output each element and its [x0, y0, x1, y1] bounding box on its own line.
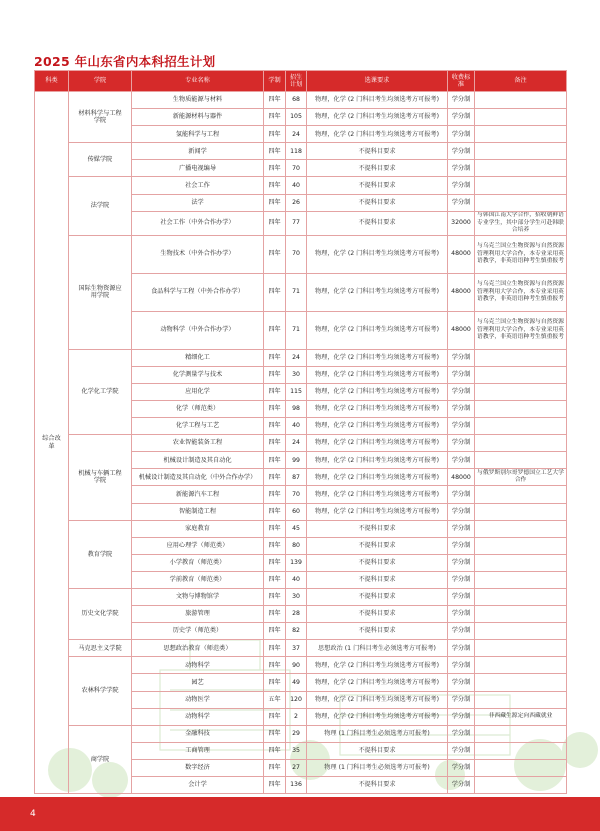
duration-cell: 四年 [264, 759, 286, 776]
major-cell: 新闻学 [132, 143, 264, 160]
requirement-cell: 物理，化学 (2 门科目考生均须选考方可报考) [307, 435, 448, 452]
major-cell: 会计学 [132, 777, 264, 794]
requirement-cell: 不提科目要求 [307, 537, 448, 554]
duration-cell: 四年 [264, 452, 286, 469]
requirement-cell: 物理，化学 (2 门科目考生均须选考方可报考) [307, 674, 448, 691]
note-cell [475, 657, 567, 674]
note-cell [475, 435, 567, 452]
major-cell: 生物质能源与材料 [132, 92, 264, 109]
requirement-cell: 物理，化学 (2 门科目考生均须选考方可报考) [307, 349, 448, 366]
duration-cell: 四年 [264, 725, 286, 742]
requirement-cell: 物理，化学 (2 门科目考生均须选考方可报考) [307, 503, 448, 520]
header-plan: 招生计划 [286, 71, 307, 92]
duration-cell: 四年 [264, 109, 286, 126]
major-cell: 思想政治教育（师范类） [132, 640, 264, 657]
major-cell: 家庭教育 [132, 520, 264, 537]
note-cell [475, 777, 567, 794]
requirement-cell: 不提科目要求 [307, 777, 448, 794]
note-cell [475, 588, 567, 605]
note-cell [475, 759, 567, 776]
note-cell [475, 366, 567, 383]
fee-cell: 学分制 [448, 777, 475, 794]
header-category: 科类 [35, 71, 69, 92]
fee-cell: 学分制 [448, 725, 475, 742]
plan-cell: 35 [286, 742, 307, 759]
note-cell [475, 143, 567, 160]
requirement-cell: 物理，化学 (2 门科目考生均须选考方可报考) [307, 235, 448, 273]
enrollment-plan-table [34, 70, 567, 794]
category-cell: 综合改革 [35, 92, 69, 794]
college-cell: 法学院 [69, 177, 132, 235]
requirement-cell: 物理，化学 (2 门科目考生均须选考方可报考) [307, 469, 448, 486]
table-row [35, 92, 567, 109]
note-cell [475, 126, 567, 143]
requirement-cell: 物理，化学 (2 门科目考生均须选考方可报考) [307, 92, 448, 109]
fee-cell: 48000 [448, 469, 475, 486]
duration-cell: 四年 [264, 606, 286, 623]
fee-cell: 学分制 [448, 606, 475, 623]
note-cell [475, 452, 567, 469]
duration-cell: 四年 [264, 143, 286, 160]
college-cell: 商学院 [69, 725, 132, 793]
plan-cell: 30 [286, 588, 307, 605]
plan-cell: 99 [286, 452, 307, 469]
plan-cell: 24 [286, 435, 307, 452]
duration-cell: 四年 [264, 366, 286, 383]
college-cell: 材料科学与工程学院 [69, 92, 132, 143]
fee-cell: 学分制 [448, 708, 475, 725]
duration-cell: 四年 [264, 571, 286, 588]
fee-cell: 32000 [448, 211, 475, 235]
plan-cell: 40 [286, 177, 307, 194]
note-cell: 与乌克兰国立生物资源与自然资源管理利用大学合作，本专业采用英语教学，非英语语种考生慎重报考 [475, 273, 567, 311]
major-cell: 应用化学 [132, 383, 264, 400]
fee-cell: 学分制 [448, 520, 475, 537]
requirement-cell: 思想政治 (1 门科目考生必须选考方可报考) [307, 640, 448, 657]
requirement-cell: 不提科目要求 [307, 211, 448, 235]
note-cell [475, 486, 567, 503]
plan-cell: 87 [286, 469, 307, 486]
header-requirement: 选课要求 [307, 71, 448, 92]
major-cell: 机械设计制造及其自动化 [132, 452, 264, 469]
requirement-cell: 物理，化学 (2 门科目考生均须选考方可报考) [307, 691, 448, 708]
plan-cell: 24 [286, 349, 307, 366]
plan-cell: 49 [286, 674, 307, 691]
major-cell: 小学教育（师范类） [132, 554, 264, 571]
plan-cell: 40 [286, 418, 307, 435]
fee-cell: 学分制 [448, 640, 475, 657]
major-cell: 生物技术（中外合作办学） [132, 235, 264, 273]
requirement-cell: 物理，化学 (2 门科目考生均须选考方可报考) [307, 311, 448, 349]
fee-cell: 学分制 [448, 418, 475, 435]
requirement-cell: 不提科目要求 [307, 623, 448, 640]
duration-cell: 四年 [264, 623, 286, 640]
fee-cell: 学分制 [448, 657, 475, 674]
note-cell [475, 194, 567, 211]
requirement-cell: 不提科目要求 [307, 177, 448, 194]
requirement-cell: 物理，化学 (2 门科目考生均须选考方可报考) [307, 418, 448, 435]
note-cell: 与乌克兰国立生物资源与自然资源管理利用大学合作，本专业采用英语教学，非英语语种考生慎重报考 [475, 311, 567, 349]
college-cell: 教育学院 [69, 520, 132, 588]
duration-cell: 四年 [264, 674, 286, 691]
major-cell: 化学工程与工艺 [132, 418, 264, 435]
college-cell: 马克思主义学院 [69, 640, 132, 657]
fee-cell: 学分制 [448, 435, 475, 452]
fee-cell: 学分制 [448, 366, 475, 383]
plan-cell: 2 [286, 708, 307, 725]
major-cell: 动物科学（中外合作办学） [132, 311, 264, 349]
fee-cell: 学分制 [448, 92, 475, 109]
duration-cell: 四年 [264, 235, 286, 273]
plan-cell: 27 [286, 759, 307, 776]
duration-cell: 四年 [264, 126, 286, 143]
major-cell: 社会工作（中外合作办学） [132, 211, 264, 235]
major-cell: 农业智能装备工程 [132, 435, 264, 452]
fee-cell: 学分制 [448, 571, 475, 588]
requirement-cell: 物理 (1 门科目考生必须选考方可报考) [307, 725, 448, 742]
plan-cell: 82 [286, 623, 307, 640]
plan-cell: 30 [286, 366, 307, 383]
header-college: 学院 [69, 71, 132, 92]
header-note: 备注 [475, 71, 567, 92]
plan-cell: 139 [286, 554, 307, 571]
requirement-cell: 物理 (1 门科目考生必须选考方可报考) [307, 759, 448, 776]
duration-cell: 四年 [264, 194, 286, 211]
duration-cell: 四年 [264, 177, 286, 194]
duration-cell: 四年 [264, 435, 286, 452]
duration-cell: 四年 [264, 469, 286, 486]
major-cell: 学前教育（师范类） [132, 571, 264, 588]
note-cell: 与俄罗斯别尔哥罗德国立工艺大学合作 [475, 469, 567, 486]
plan-cell: 26 [286, 194, 307, 211]
note-cell [475, 383, 567, 400]
table-row [35, 725, 567, 742]
note-cell [475, 537, 567, 554]
duration-cell: 四年 [264, 640, 286, 657]
major-cell: 新能源汽车工程 [132, 486, 264, 503]
note-cell: 与韩国江南大学合作，招收朝鲜语专业学生，其中部分学生可赴韩联合培养 [475, 211, 567, 235]
major-cell: 精细化工 [132, 349, 264, 366]
plan-cell: 24 [286, 126, 307, 143]
note-cell [475, 640, 567, 657]
college-cell: 农林科学学院 [69, 657, 132, 725]
plan-cell: 70 [286, 486, 307, 503]
major-cell: 化学（师范类） [132, 400, 264, 417]
duration-cell: 四年 [264, 503, 286, 520]
note-cell [475, 725, 567, 742]
header-duration: 学制 [264, 71, 286, 92]
plan-cell: 29 [286, 725, 307, 742]
duration-cell: 四年 [264, 777, 286, 794]
major-cell: 新能源材料与器件 [132, 109, 264, 126]
duration-cell: 四年 [264, 383, 286, 400]
fee-cell: 学分制 [448, 194, 475, 211]
fee-cell: 学分制 [448, 349, 475, 366]
major-cell: 社会工作 [132, 177, 264, 194]
major-cell: 动物科学 [132, 657, 264, 674]
major-cell: 法学 [132, 194, 264, 211]
major-cell: 化学测量学与技术 [132, 366, 264, 383]
note-cell [475, 742, 567, 759]
requirement-cell: 物理，化学 (2 门科目考生均须选考方可报考) [307, 452, 448, 469]
plan-cell: 90 [286, 657, 307, 674]
duration-cell: 四年 [264, 537, 286, 554]
major-cell: 食品科学与工程（中外合作办学） [132, 273, 264, 311]
requirement-cell: 不提科目要求 [307, 520, 448, 537]
note-cell [475, 691, 567, 708]
plan-cell: 45 [286, 520, 307, 537]
duration-cell: 四年 [264, 708, 286, 725]
college-cell: 历史文化学院 [69, 588, 132, 639]
requirement-cell: 不提科目要求 [307, 606, 448, 623]
fee-cell: 学分制 [448, 383, 475, 400]
note-cell [475, 92, 567, 109]
table-row [35, 520, 567, 537]
duration-cell: 四年 [264, 400, 286, 417]
duration-cell: 四年 [264, 349, 286, 366]
table-row [35, 235, 567, 273]
major-cell: 工商管理 [132, 742, 264, 759]
plan-cell: 120 [286, 691, 307, 708]
plan-cell: 40 [286, 571, 307, 588]
requirement-cell: 物理，化学 (2 门科目考生均须选考方可报考) [307, 400, 448, 417]
requirement-cell: 物理，化学 (2 门科目考生均须选考方可报考) [307, 657, 448, 674]
fee-cell: 学分制 [448, 126, 475, 143]
note-cell [475, 520, 567, 537]
requirement-cell: 物理，化学 (2 门科目考生均须选考方可报考) [307, 708, 448, 725]
requirement-cell: 物理，化学 (2 门科目考生均须选考方可报考) [307, 109, 448, 126]
table-row [35, 177, 567, 194]
note-cell [475, 554, 567, 571]
footer-bar [0, 797, 600, 831]
requirement-cell: 不提科目要求 [307, 554, 448, 571]
requirement-cell: 物理，化学 (2 门科目考生均须选考方可报考) [307, 126, 448, 143]
duration-cell: 四年 [264, 520, 286, 537]
plan-cell: 115 [286, 383, 307, 400]
college-cell: 国际生物资源应用学院 [69, 235, 132, 349]
major-cell: 园艺 [132, 674, 264, 691]
requirement-cell: 不提科目要求 [307, 194, 448, 211]
requirement-cell: 物理，化学 (2 门科目考生均须选考方可报考) [307, 383, 448, 400]
table-row [35, 657, 567, 674]
requirement-cell: 不提科目要求 [307, 160, 448, 177]
plan-cell: 70 [286, 235, 307, 273]
page-number: 4 [30, 809, 36, 819]
fee-cell: 学分制 [448, 400, 475, 417]
fee-cell: 48000 [448, 273, 475, 311]
note-cell [475, 571, 567, 588]
table-row [35, 143, 567, 160]
plan-cell: 28 [286, 606, 307, 623]
table-body [35, 92, 567, 794]
major-cell: 金融科技 [132, 725, 264, 742]
major-cell: 数字经济 [132, 759, 264, 776]
plan-cell: 70 [286, 160, 307, 177]
fee-cell: 学分制 [448, 691, 475, 708]
note-cell [475, 623, 567, 640]
fee-cell: 学分制 [448, 674, 475, 691]
major-cell: 智能制造工程 [132, 503, 264, 520]
requirement-cell: 物理，化学 (2 门科目考生均须选考方可报考) [307, 366, 448, 383]
fee-cell: 学分制 [448, 759, 475, 776]
major-cell: 旅游管理 [132, 606, 264, 623]
fee-cell: 学分制 [448, 503, 475, 520]
duration-cell: 四年 [264, 588, 286, 605]
duration-cell: 五年 [264, 691, 286, 708]
plan-cell: 98 [286, 400, 307, 417]
plan-cell: 77 [286, 211, 307, 235]
note-cell: 非西藏生源定向西藏就业 [475, 708, 567, 725]
plan-cell: 37 [286, 640, 307, 657]
plan-cell: 60 [286, 503, 307, 520]
fee-cell: 学分制 [448, 160, 475, 177]
note-cell: 与乌克兰国立生物资源与自然资源管理利用大学合作，本专业采用英语教学，非英语语种考生慎重报考 [475, 235, 567, 273]
duration-cell: 四年 [264, 742, 286, 759]
note-cell [475, 400, 567, 417]
major-cell: 机械设计制造及其自动化（中外合作办学） [132, 469, 264, 486]
major-cell: 历史学（师范类） [132, 623, 264, 640]
table-row [35, 640, 567, 657]
college-cell: 传媒学院 [69, 143, 132, 177]
table-header-row [35, 71, 567, 92]
plan-cell: 105 [286, 109, 307, 126]
plan-cell: 68 [286, 92, 307, 109]
major-cell: 动物医学 [132, 691, 264, 708]
fee-cell: 学分制 [448, 452, 475, 469]
fee-cell: 学分制 [448, 486, 475, 503]
requirement-cell: 不提科目要求 [307, 571, 448, 588]
major-cell: 文物与博物馆学 [132, 588, 264, 605]
note-cell [475, 503, 567, 520]
college-cell: 机械与车辆工程学院 [69, 435, 132, 520]
duration-cell: 四年 [264, 554, 286, 571]
requirement-cell: 不提科目要求 [307, 143, 448, 160]
major-cell: 广播电视编导 [132, 160, 264, 177]
major-cell: 应用心理学（师范类） [132, 537, 264, 554]
requirement-cell: 物理，化学 (2 门科目考生均须选考方可报考) [307, 486, 448, 503]
table-row [35, 588, 567, 605]
college-cell: 化学化工学院 [69, 349, 132, 434]
duration-cell: 四年 [264, 657, 286, 674]
page-title: 2025 年山东省内本科招生计划 [34, 54, 216, 69]
table-row [35, 349, 567, 366]
note-cell [475, 177, 567, 194]
duration-cell: 四年 [264, 160, 286, 177]
note-cell [475, 109, 567, 126]
plan-cell: 118 [286, 143, 307, 160]
fee-cell: 学分制 [448, 588, 475, 605]
header-fee: 收费标准 [448, 71, 475, 92]
requirement-cell: 不提科目要求 [307, 588, 448, 605]
fee-cell: 学分制 [448, 554, 475, 571]
fee-cell: 学分制 [448, 623, 475, 640]
major-cell: 动物科学 [132, 708, 264, 725]
fee-cell: 学分制 [448, 177, 475, 194]
header-major: 专业名称 [132, 71, 264, 92]
duration-cell: 四年 [264, 92, 286, 109]
plan-cell: 71 [286, 311, 307, 349]
fee-cell: 48000 [448, 235, 475, 273]
plan-cell: 136 [286, 777, 307, 794]
table-row [35, 435, 567, 452]
note-cell [475, 349, 567, 366]
plan-cell: 80 [286, 537, 307, 554]
duration-cell: 四年 [264, 486, 286, 503]
note-cell [475, 160, 567, 177]
fee-cell: 学分制 [448, 143, 475, 160]
note-cell [475, 674, 567, 691]
note-cell [475, 418, 567, 435]
duration-cell: 四年 [264, 418, 286, 435]
duration-cell: 四年 [264, 211, 286, 235]
duration-cell: 四年 [264, 311, 286, 349]
requirement-cell: 物理，化学 (2 门科目考生均须选考方可报考) [307, 273, 448, 311]
fee-cell: 学分制 [448, 742, 475, 759]
fee-cell: 学分制 [448, 537, 475, 554]
plan-cell: 71 [286, 273, 307, 311]
major-cell: 氢能科学与工程 [132, 126, 264, 143]
fee-cell: 48000 [448, 311, 475, 349]
requirement-cell: 不提科目要求 [307, 742, 448, 759]
note-cell [475, 606, 567, 623]
fee-cell: 学分制 [448, 109, 475, 126]
duration-cell: 四年 [264, 273, 286, 311]
